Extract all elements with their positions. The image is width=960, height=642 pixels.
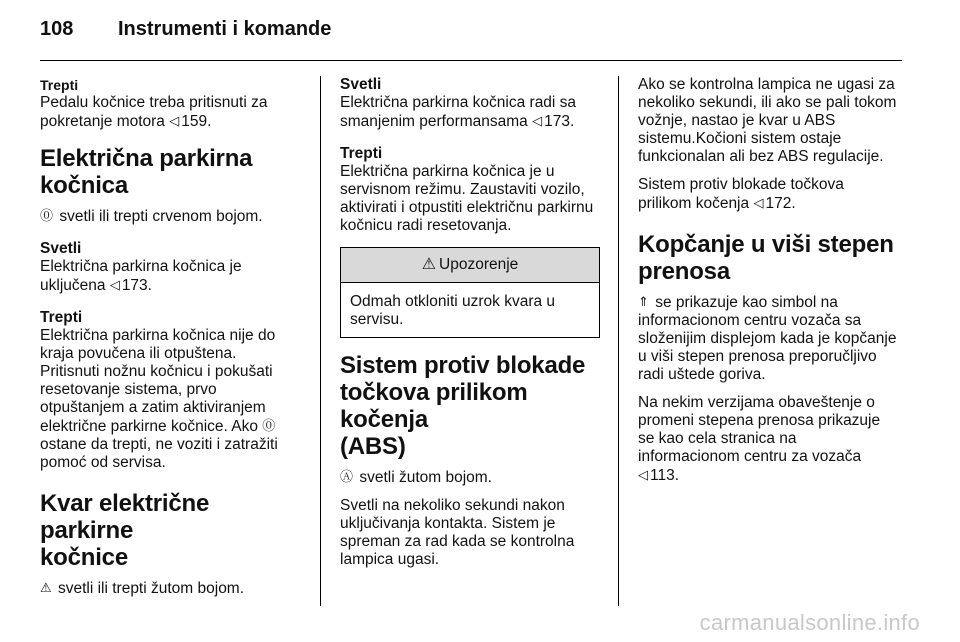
column-2 — [340, 76, 602, 569]
page-reference[interactable]: 113. — [650, 467, 680, 484]
body-text: Pedalu kočnice treba pritisnuti za pokretanje motora ◁ 159. — [40, 94, 268, 130]
section-heading-trepti: Trepti — [40, 77, 79, 93]
page-title: Instrumenti i komande — [118, 18, 332, 40]
page-reference-arrow-icon: ◁ — [169, 113, 180, 128]
watermark: carmanualsonline.info — [699, 610, 920, 635]
page-reference[interactable]: 172. — [765, 195, 796, 212]
section-heading-epb: Električna parkirna kočnica — [40, 145, 253, 199]
section-heading-kvar: Kvar električne parkirne kočnice — [40, 490, 210, 571]
warning-triangle-icon: ⚠ — [421, 256, 437, 273]
body-text: Sistem protiv blokade točkova prilikom kočenja ◁ 172. — [638, 176, 844, 212]
column-3 — [638, 76, 904, 485]
upshift-arrow-icon: ⇑ — [638, 294, 649, 309]
page-reference-arrow-icon: ◁ — [753, 195, 764, 210]
body-text: Električna parkirna kočnica nije do kraja povučena ili otpuštena. Pritisnuti nožnu kočnicu i pokušati resetovanje sistema, prvo otpuštanjem a zatim aktiviranjem električne parkirne kočnice. Ako ⓪ ostane da trepti, ne voziti i zatražiti pomoć od servisa. — [40, 327, 278, 471]
column-1 — [40, 76, 308, 598]
body-text: ⓪ svetli ili trepti crvenom bojom. — [40, 208, 263, 225]
warning-header — [341, 248, 599, 283]
section-heading-abs: Sistem protiv blokade točkova prilikom kočenja (ABS) — [340, 352, 586, 460]
column-divider-1 — [320, 76, 321, 606]
warning-body: Odmah otkloniti uzrok kvara u servisu. — [350, 293, 556, 328]
brake-warning-icon: ⓪ — [262, 418, 276, 433]
header-divider — [40, 60, 902, 61]
section-heading-svetli: Svetli — [340, 76, 382, 93]
page-reference[interactable]: 173. — [121, 277, 152, 294]
body-text: ⚠ svetli ili trepti žutom bojom. — [40, 580, 245, 597]
body-text: Na nekim verzijama obaveštenje o promeni stepena prenosa prikazuje se kao cela stranica na informacionom centru za vozača ◁ 113. — [638, 394, 881, 484]
page-header — [40, 12, 900, 56]
section-heading-svetli: Svetli — [40, 240, 82, 257]
abs-icon: Ⓐ — [340, 469, 354, 484]
epb-fault-icon: ⚠ — [40, 580, 52, 595]
body-text: Ⓐ svetli žutom bojom. — [340, 469, 492, 486]
brake-warning-icon: ⓪ — [40, 208, 54, 223]
warning-title: Upozorenje — [439, 256, 519, 273]
page-number: 108 — [40, 18, 74, 40]
page-reference[interactable]: 173. — [544, 113, 575, 130]
page-reference[interactable]: 159. — [181, 113, 212, 130]
body-text: Električna parkirna kočnica je u servisnom režimu. Zaustaviti vozilo, aktivirati i otpustiti električnu parkirnu kočnicu radi resetovanja. — [340, 163, 594, 234]
body-text: Ako se kontrolna lampica ne ugasi za nekoliko sekundi, ili ako se pali tokom vožnje, nastao je kvar u ABS sistemu.Kočioni sistem ostaje funkcionalan ali bez ABS regulacije. — [638, 76, 897, 165]
page-reference-arrow-icon: ◁ — [109, 277, 120, 292]
page-reference-arrow-icon: ◁ — [532, 113, 543, 128]
body-text: Električna parkirna kočnica je uključena ◁ 173. — [40, 258, 242, 294]
column-divider-2 — [618, 76, 619, 606]
warning-box — [340, 247, 600, 338]
section-heading-trepti: Trepti — [340, 145, 383, 162]
page-reference-arrow-icon: ◁ — [638, 467, 648, 482]
body-text: Svetli na nekoliko sekundi nakon uključivanja kontakta. Sistem je spreman za rad kada se kontrolna lampica ugasi. — [340, 497, 575, 568]
body-text: Električna parkirna kočnica radi sa smanjenim performansama ◁ 173. — [340, 94, 577, 130]
section-heading-trepti-2: Trepti — [40, 309, 83, 326]
section-heading-upshift: Kopčanje u viši stepen prenosa — [638, 231, 894, 285]
body-text: ⇑ se prikazuje kao simbol na informacionom centru vozača sa složenijim displejom kada je kopčanje u viši stepen prenosa preporučljivo radi uštede goriva. — [638, 294, 897, 383]
